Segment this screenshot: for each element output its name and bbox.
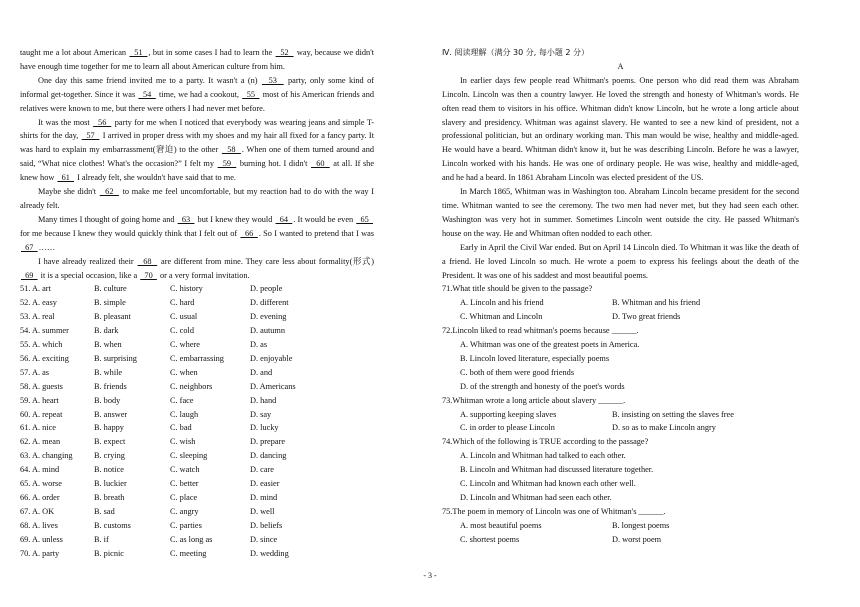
cloze-text: time, we had a cookout,: [156, 89, 242, 99]
answer-option: C. shortest poems: [460, 534, 520, 544]
cloze-option: B. when: [94, 340, 122, 350]
cloze-option: D. autumn: [250, 326, 286, 336]
cloze-option: B. dark: [94, 326, 119, 336]
cloze-option: C. cold: [170, 326, 194, 336]
cloze-text: burning hot. I didn't: [237, 159, 311, 169]
cloze-option: B. happy: [94, 423, 124, 433]
cloze-option: D. Americans: [250, 381, 296, 391]
cloze-option: D. care: [250, 465, 274, 475]
question-options: [442, 408, 799, 436]
cloze-paragraph: [20, 116, 374, 186]
cloze-text: but I knew they would: [195, 214, 275, 224]
cloze-option: C. sleeping: [170, 451, 208, 461]
cloze-option: 70. A. party: [20, 548, 60, 558]
cloze-blank: 56: [93, 117, 112, 127]
answer-option: C. in order to please Lincoln: [460, 423, 555, 433]
cloze-option: 62. A. mean: [20, 437, 61, 447]
cloze-blank: 54: [138, 89, 156, 99]
cloze-text: or a very formal invitation.: [157, 270, 250, 280]
cloze-paragraph: [20, 74, 374, 116]
cloze-text: taught me a lot about American: [20, 48, 129, 57]
cloze-text: to make me feel uncomfortable, but my reaction had to do with the way I already felt.: [20, 187, 375, 210]
cloze-option: D. well: [250, 506, 275, 516]
right-column: [442, 46, 799, 547]
cloze-blank: 51: [129, 48, 148, 57]
cloze-option: 63. A. changing: [20, 451, 73, 461]
reading-paragraph: In earlier days few people read Whitman's poems. One person who did read them was Abraham Lincoln. Lincoln was then a country lawyer. He loved the strength and honesty of Whitman's words. He often read them to visitors in his office. Whitman didn't know Lincoln, but he wrote a long article about slavery and presidency. Whitman was against slavery. He wanted to see a new kind of president, not a professional politician, but an ordinary working man. This man would be wise, healthy and middle-aged. He would have a beard. Whitman didn't know it, but he was describing Lincoln. Before he was a lawyer, Lincoln worked with his hands. He was one of ordinary people. He was wise, healthy and middle-aged, and he had a beard. In 1861 Abraham Lincoln was elected president of the US.: [442, 75, 799, 183]
cloze-option: D. say: [250, 409, 272, 419]
cloze-blank: 70: [140, 270, 157, 280]
page-number: - 3 -: [423, 571, 437, 580]
cloze-option: B. body: [94, 395, 121, 405]
cloze-blank: 55: [242, 89, 260, 99]
cloze-option: C. when: [170, 367, 198, 377]
cloze-option: B. pleasant: [94, 312, 131, 322]
cloze-option: D. wedding: [250, 548, 289, 558]
cloze-option: C. wish: [170, 437, 196, 447]
cloze-text: party, only some kind of informal get-together. Since it was: [20, 75, 374, 99]
question-stem: 72.Lincoln liked to read whitman's poems because ______.: [442, 326, 639, 336]
cloze-blank: 66: [240, 228, 258, 238]
cloze-option: 64. A. mind: [20, 465, 60, 475]
question-options: [442, 449, 799, 505]
cloze-option: D. people: [250, 284, 283, 294]
cloze-blank: 69: [21, 270, 38, 280]
cloze-text: It was the most: [38, 117, 93, 127]
cloze-paragraph: [20, 213, 374, 255]
passage-label: A: [617, 61, 624, 71]
answer-option: A. supporting keeping slaves: [460, 409, 557, 419]
cloze-option: D. enjoyable: [250, 353, 293, 363]
cloze-option: C. watch: [170, 465, 200, 475]
cloze-option: B. luckier: [94, 479, 127, 489]
cloze-option: B. surprising: [94, 353, 137, 363]
cloze-option: 56. A. exciting: [20, 353, 69, 363]
cloze-option: C. place: [170, 493, 198, 502]
cloze-option: 68. A. lives: [20, 520, 58, 530]
answer-option: B. insisting on setting the slaves free: [612, 409, 734, 419]
cloze-text: are different from mine. They care less about formality(形式): [158, 256, 374, 266]
cloze-option: C. embarrassing: [170, 353, 224, 363]
cloze-text: at all. If she knew how: [20, 159, 375, 183]
cloze-option: C. history: [170, 284, 203, 294]
question-stem: 74.Which of the following is TRUE according to the passage?: [442, 437, 649, 447]
cloze-option: D. beliefs: [250, 520, 283, 530]
question-options: [442, 519, 799, 547]
cloze-option: 61. A. nice: [20, 423, 56, 433]
cloze-option: B. sad: [94, 506, 115, 516]
cloze-options: [20, 282, 374, 560]
cloze-option: D. dancing: [250, 451, 287, 461]
cloze-text: most of his American friends and relatives were known to me, but there were others I had never met before.: [20, 89, 375, 113]
cloze-option: B. breath: [94, 493, 125, 502]
section-title: Ⅳ. 阅读理解（满分 30 分, 每小题 2 分）: [442, 48, 589, 57]
cloze-text: , but in some cases I had to learn the: [148, 48, 275, 57]
cloze-text: party for me when I noticed that everybody was wearing jeans and simple T-shirts for the day,: [20, 117, 375, 141]
cloze-blank: 62: [99, 187, 119, 197]
cloze-option: B. expect: [94, 437, 126, 447]
cloze-option: 55. A. which: [20, 340, 63, 350]
cloze-option: C. face: [170, 395, 194, 405]
reading-questions: [442, 282, 799, 546]
answer-option: D. so as to make Lincoln angry: [612, 423, 716, 433]
cloze-paragraph: [20, 185, 374, 213]
cloze-blank: 57: [81, 131, 100, 141]
cloze-blank: 61: [57, 173, 75, 183]
cloze-option: C. hard: [170, 298, 195, 308]
cloze-option: C. as long as: [170, 534, 213, 544]
cloze-blank: 68: [137, 256, 158, 266]
question-options: [442, 296, 799, 324]
answer-option: C. both of them were good friends: [460, 367, 575, 377]
cloze-option: B. notice: [94, 465, 124, 475]
cloze-option: 54. A. summer: [20, 326, 69, 336]
cloze-blank: 59: [217, 159, 237, 169]
cloze-option: 66. A. order: [20, 493, 60, 502]
cloze-option: B. friends: [94, 381, 127, 391]
answer-option: B. Lincoln loved literature, especially poems: [460, 353, 610, 363]
answer-option: A. Whitman was one of the greatest poets in America.: [460, 340, 640, 350]
reading-passage: [442, 74, 799, 283]
cloze-blank: 67: [21, 242, 38, 252]
cloze-option: B. answer: [94, 409, 128, 419]
cloze-text: . It would be even: [293, 214, 356, 224]
cloze-text: I already felt, she wouldn't have said that to me.: [75, 173, 236, 183]
answer-option: B. longest poems: [612, 520, 670, 530]
cloze-option: D. evening: [250, 312, 287, 322]
cloze-text: for me because I knew they would quickly think that I felt out of: [20, 228, 240, 238]
cloze-text: Maybe she didn't: [38, 187, 99, 197]
cloze-option: B. crying: [94, 451, 125, 461]
cloze-option: C. where: [170, 340, 200, 350]
cloze-text: way, because we didn't have enough time together for me to learn all about American culture from him.: [20, 48, 374, 71]
cloze-option: C. neighbors: [170, 381, 213, 391]
cloze-option: B. picnic: [94, 548, 124, 558]
answer-option: D. Two great friends: [612, 312, 681, 322]
cloze-option: 59. A. heart: [20, 395, 59, 405]
cloze-blank: 65: [356, 214, 374, 224]
cloze-paragraph: [20, 255, 374, 283]
cloze-option: C. angry: [170, 506, 199, 516]
cloze-option: B. while: [94, 367, 123, 377]
question-stem: 75.The poem in memory of Lincoln was one of Whitman's ______.: [442, 506, 666, 516]
answer-option: A. most beautiful poems: [460, 520, 542, 530]
answer-option: B. Whitman and his friend: [612, 298, 701, 308]
cloze-option: 65. A. worse: [20, 479, 62, 489]
answer-option: C. Whitman and Lincoln: [460, 312, 543, 322]
cloze-option: B. culture: [94, 284, 127, 294]
answer-option: B. Lincoln and Whitman had discussed literature together.: [460, 465, 654, 475]
cloze-text: I arrived in proper dress with my shoes and my hair all fixed for a fancy party. It was hard to explain my embarrassment(窘迫) to the other: [20, 131, 374, 155]
cloze-option: C. meeting: [170, 548, 207, 558]
cloze-option: C. bad: [170, 423, 192, 433]
cloze-option: D. mind: [250, 493, 278, 502]
cloze-text: it is a special occasion, like a: [38, 270, 140, 280]
reading-paragraph: Early in April the Civil War ended. But on April 14 Lincoln died. To Whitman it was like the death of a friend. He loved Lincoln so much. He wrote a poem to express his feelings about the death of the President. It was one of his saddest and most beautiful poems.: [442, 242, 799, 280]
cloze-option: 53. A. real: [20, 312, 55, 322]
cloze-blank: 63: [177, 214, 195, 224]
cloze-option: 60. A. repeat: [20, 409, 63, 419]
cloze-text: . So I wanted to pretend that I was: [258, 228, 375, 238]
cloze-option: 51. A. art: [20, 284, 51, 294]
cloze-text: . When one of them turned around and said, “What nice clothes! What's the occasion?” I felt my: [20, 145, 375, 169]
cloze-option: D. prepare: [250, 437, 286, 447]
cloze-option: C. parties: [170, 520, 202, 530]
cloze-option: D. different: [250, 298, 289, 308]
left-column: [20, 46, 374, 561]
cloze-option: C. laugh: [170, 409, 199, 419]
cloze-blank: 53: [261, 75, 284, 85]
cloze-passage: [20, 46, 374, 282]
cloze-option: 57. A. as: [20, 367, 50, 377]
cloze-option: D. and: [250, 367, 273, 377]
cloze-option: 67. A. OK: [20, 506, 55, 516]
cloze-option: D. as: [250, 340, 268, 350]
cloze-text: I have already realized their: [38, 256, 137, 266]
cloze-text: Many times I thought of going home and: [38, 214, 177, 224]
question-stem: 73.Whitman wrote a long article about slavery ______.: [442, 395, 626, 405]
reading-paragraph: In March 1865, Whitman was in Washington too. Abraham Lincoln became president for the second time. Whitman wanted to see the ceremony. The two men had never met, but they had seen each other. Washington was very hot in summer. Sometimes Lincoln went outside the city. He passed Whitman's house on the way. He and Whitman often nodded to each other.: [442, 187, 799, 238]
answer-option: D. of the strength and honesty of the poet's words: [460, 381, 625, 391]
cloze-option: B. simple: [94, 298, 126, 308]
cloze-option: B. if: [94, 534, 109, 544]
cloze-option: D. lucky: [250, 423, 279, 433]
cloze-option: B. customs: [94, 520, 131, 530]
cloze-blank: 60: [311, 159, 330, 169]
answer-option: C. Lincoln and Whitman had known each other well.: [460, 479, 636, 489]
cloze-option: C. better: [170, 479, 199, 489]
question-stem: 71.What title should be given to the passage?: [442, 284, 593, 294]
answer-option: A. Lincoln and Whitman had talked to each other.: [460, 451, 626, 461]
cloze-option: D. hand: [250, 395, 277, 405]
cloze-blank: 58: [221, 145, 241, 155]
cloze-option: D. since: [250, 534, 278, 544]
answer-option: A. Lincoln and his friend: [460, 298, 544, 308]
answer-option: D. worst poem: [612, 534, 662, 544]
cloze-option: 52. A. easy: [20, 298, 57, 308]
cloze-option: C. usual: [170, 312, 198, 322]
cloze-option: 69. A. unless: [20, 534, 63, 544]
cloze-text: One day this same friend invited me to a party. It wasn't a (n): [38, 75, 261, 85]
cloze-paragraph: [20, 46, 374, 74]
question-options: [442, 338, 799, 394]
answer-option: D. Lincoln and Whitman had seen each other.: [460, 493, 612, 502]
cloze-text: ……: [38, 242, 56, 252]
cloze-option: 58. A. guests: [20, 381, 63, 391]
cloze-blank: 64: [275, 214, 293, 224]
cloze-option: D. easier: [250, 479, 280, 489]
cloze-blank: 52: [275, 48, 294, 57]
